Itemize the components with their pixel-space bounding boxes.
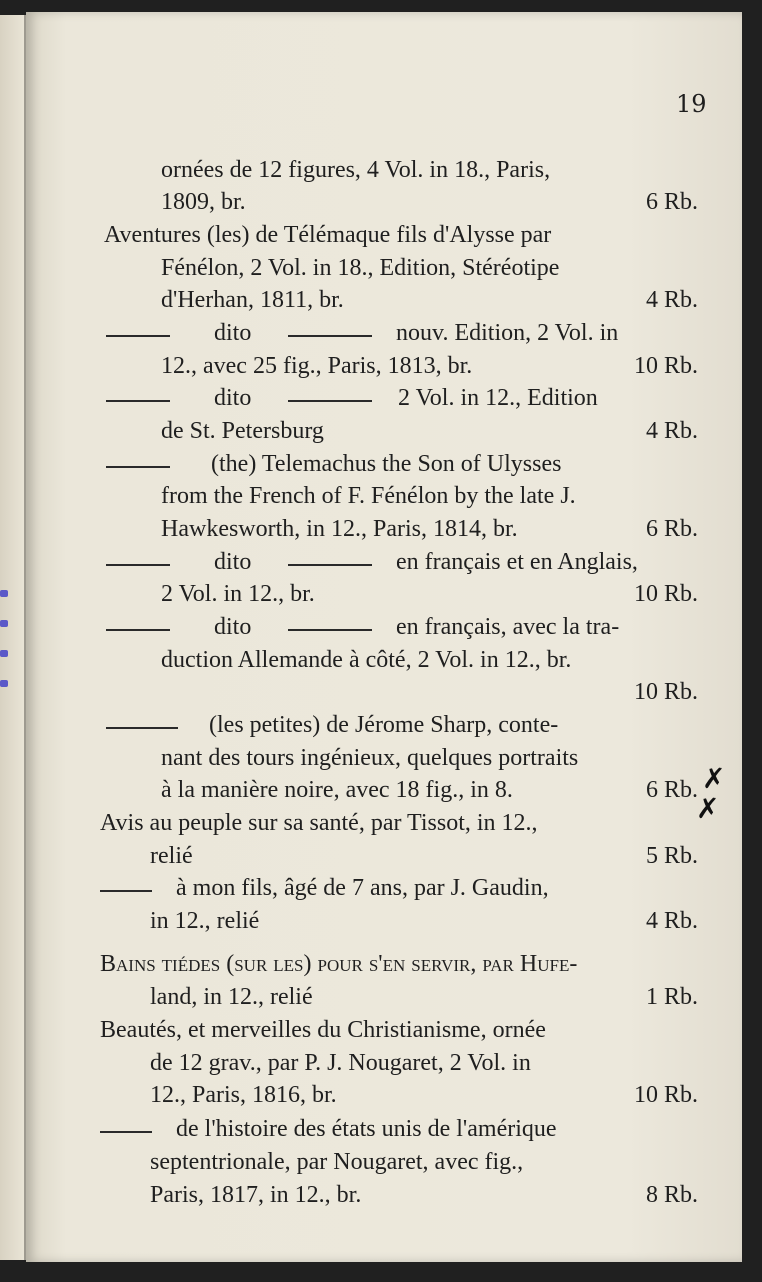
catalog-line xyxy=(26,1149,742,1183)
catalog-line xyxy=(26,647,742,681)
line-text: Bains tiédes (sur les) pour s'en servir, par Hufe- xyxy=(100,951,578,977)
catalog-line xyxy=(26,679,742,713)
catalog-line xyxy=(26,810,742,844)
line-text: 12., avec 25 fig., Paris, 1813, br. xyxy=(161,353,473,379)
ink-mark xyxy=(0,650,8,657)
ditto-dash xyxy=(100,1131,152,1133)
margin-annotation: ✗ xyxy=(696,792,720,825)
catalog-line xyxy=(26,385,742,419)
ditto-dash xyxy=(106,335,170,337)
catalog-line xyxy=(26,745,742,779)
line-text: de St. Petersburg xyxy=(161,418,324,444)
catalog-line xyxy=(26,1182,742,1216)
line-text: 2 Vol. in 12., br. xyxy=(161,581,315,607)
line-text: à mon fils, âgé de 7 ans, par J. Gaudin, xyxy=(176,875,549,901)
line-text: dito xyxy=(214,614,252,640)
line-text: Hawkesworth, in 12., Paris, 1814, br. xyxy=(161,516,518,542)
catalog-line xyxy=(26,614,742,648)
line-text: d'Herhan, 1811, br. xyxy=(161,287,344,313)
line-text: septentrionale, par Nougaret, avec fig., xyxy=(150,1149,524,1175)
ink-mark xyxy=(0,620,8,627)
page-number: 19 xyxy=(676,90,707,118)
ditto-dash xyxy=(288,564,372,566)
price: 10 Rb. xyxy=(633,581,698,607)
catalog-line xyxy=(26,951,742,985)
catalog-line xyxy=(26,320,742,354)
catalog-line xyxy=(26,984,742,1018)
line-text: de 12 grav., par P. J. Nougaret, 2 Vol. in xyxy=(150,1050,531,1076)
line-text: (the) Telemachus the Son of Ulysses xyxy=(211,451,562,477)
catalog-line xyxy=(26,287,742,321)
price: 8 Rb. xyxy=(645,1182,698,1208)
ink-mark xyxy=(0,590,8,597)
price: 6 Rb. xyxy=(645,516,698,542)
line-text: duction Allemande à côté, 2 Vol. in 12., br. xyxy=(161,647,572,673)
line-text: dito xyxy=(214,320,252,346)
line-text: Avis au peuple sur sa santé, par Tissot, in 12., xyxy=(100,810,538,836)
price: 6 Rb. xyxy=(645,189,698,215)
line-text: Fénélon, 2 Vol. in 18., Edition, Stéréotipe xyxy=(161,255,560,281)
line-text: en français, avec la tra- xyxy=(396,614,620,640)
price: 4 Rb. xyxy=(645,908,698,934)
catalog-line xyxy=(26,483,742,517)
line-text: de l'histoire des états unis de l'amérique xyxy=(176,1116,557,1142)
ditto-dash xyxy=(288,335,372,337)
ditto-dash xyxy=(288,400,372,402)
line-text: dito xyxy=(214,385,252,411)
ditto-dash xyxy=(100,890,152,892)
catalog-line xyxy=(26,222,742,256)
catalog-line xyxy=(26,255,742,289)
ditto-dash xyxy=(106,400,170,402)
line-text: 2 Vol. in 12., Edition xyxy=(398,385,598,411)
line-text: nant des tours ingénieux, quelques portraits xyxy=(161,745,579,771)
price: 10 Rb. xyxy=(633,1082,698,1108)
line-text: ornées de 12 figures, 4 Vol. in 18., Paris, xyxy=(161,157,551,183)
previous-page-edge xyxy=(0,15,26,1260)
line-text: 1809, br. xyxy=(161,189,246,215)
ink-mark xyxy=(0,680,8,687)
line-text: Paris, 1817, in 12., br. xyxy=(150,1182,362,1208)
price: 6 Rb. xyxy=(645,777,698,803)
catalog-line xyxy=(26,908,742,942)
catalog-line xyxy=(26,843,742,877)
ditto-dash xyxy=(106,564,170,566)
line-text: dito xyxy=(214,549,252,575)
catalog-line xyxy=(26,516,742,550)
price: 1 Rb. xyxy=(645,984,698,1010)
book-page xyxy=(26,12,742,1262)
catalog-line xyxy=(26,875,742,909)
line-text: (les petites) de Jérome Sharp, conte- xyxy=(209,712,559,738)
catalog-line xyxy=(26,353,742,387)
catalog-line xyxy=(26,549,742,583)
catalog-line xyxy=(26,451,742,485)
catalog-line xyxy=(26,189,742,223)
price: 10 Rb. xyxy=(633,679,698,705)
catalog-line xyxy=(26,157,742,191)
catalog-line xyxy=(26,581,742,615)
line-text: Beautés, et merveilles du Christianisme, ornée xyxy=(100,1017,546,1043)
line-text: 12., Paris, 1816, br. xyxy=(150,1082,337,1108)
catalog-line xyxy=(26,1050,742,1084)
catalog-line xyxy=(26,1082,742,1116)
catalog-line xyxy=(26,777,742,811)
price: 10 Rb. xyxy=(633,353,698,379)
price: 4 Rb. xyxy=(645,418,698,444)
line-text: from the French of F. Fénélon by the late J. xyxy=(161,483,576,509)
line-text: en français et en Anglais, xyxy=(396,549,638,575)
price: 4 Rb. xyxy=(645,287,698,313)
line-text: relié xyxy=(150,843,193,869)
catalog-line xyxy=(26,1017,742,1051)
line-text: nouv. Edition, 2 Vol. in xyxy=(396,320,619,346)
ditto-dash xyxy=(106,629,170,631)
margin-annotation: ✗ xyxy=(702,762,726,795)
line-text: land, in 12., relié xyxy=(150,984,313,1010)
ditto-dash xyxy=(288,629,372,631)
line-text: in 12., relié xyxy=(150,908,260,934)
ditto-dash xyxy=(106,727,178,729)
catalog-line xyxy=(26,712,742,746)
ditto-dash xyxy=(106,466,170,468)
line-text: Aventures (les) de Télémaque fils d'Alysse par xyxy=(104,222,552,248)
catalog-line xyxy=(26,418,742,452)
line-text: à la manière noire, avec 18 fig., in 8. xyxy=(161,777,513,803)
catalog-line xyxy=(26,1116,742,1150)
price: 5 Rb. xyxy=(645,843,698,869)
